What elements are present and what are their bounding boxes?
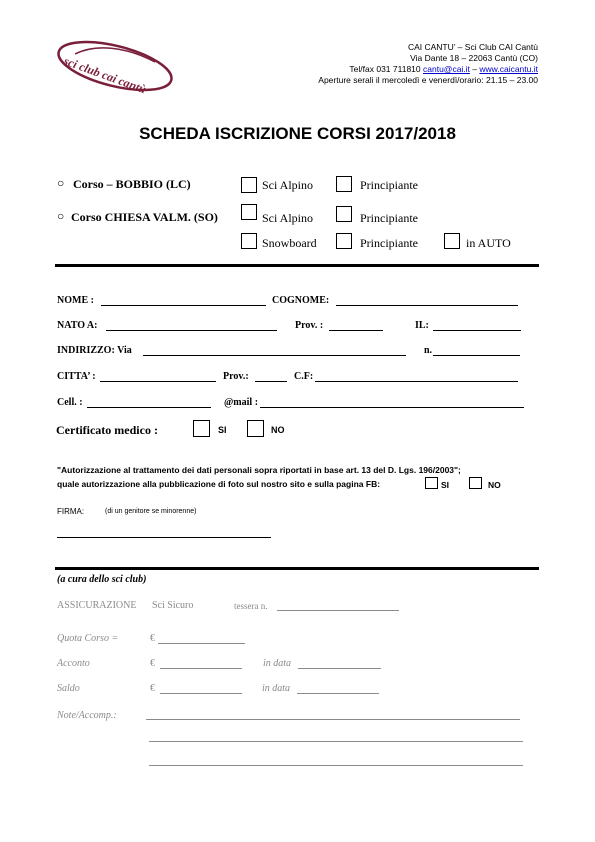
- course2-snowboard-checkbox[interactable]: [241, 233, 257, 249]
- prov2-label: Prov.:: [223, 371, 249, 382]
- club-contacts: [318, 64, 538, 75]
- acconto-field[interactable]: [160, 668, 242, 669]
- course2-principiante2-label: Principiante: [360, 236, 418, 250]
- acconto-data-field[interactable]: [298, 668, 381, 669]
- cell-label: Cell. :: [57, 397, 83, 408]
- course1-sci-alpino-checkbox[interactable]: [241, 177, 257, 193]
- certificato-no-checkbox[interactable]: [247, 420, 264, 437]
- club-name: CAI CANTU’ – Sci Club CAI Cantù: [407, 42, 538, 52]
- saldo-data-field[interactable]: [297, 693, 379, 694]
- citta-field[interactable]: [100, 381, 216, 382]
- course2-label: Corso CHIESA VALM. (SO): [71, 210, 218, 224]
- assicurazione-label: ASSICURAZIONE: [57, 600, 137, 611]
- quota-label: Quota Corso =: [57, 633, 119, 644]
- certificato-si-label: SI: [218, 425, 227, 435]
- tessera-field[interactable]: [277, 610, 399, 611]
- club-divider: [55, 567, 539, 570]
- nato-label: NATO A:: [57, 320, 98, 331]
- club-logo: [55, 36, 180, 98]
- course2-bullet: ○: [57, 209, 65, 223]
- quota-euro: €: [150, 633, 155, 644]
- course1-label: Corso – BOBBIO (LC): [73, 177, 191, 191]
- note-label: Note/Accomp.:: [57, 710, 117, 721]
- saldo-euro: €: [150, 683, 155, 694]
- privacy-no-checkbox[interactable]: [469, 477, 482, 489]
- nome-label: NOME :: [57, 295, 94, 306]
- privacy-no-label: NO: [488, 480, 501, 490]
- acconto-data-label: in data: [263, 658, 292, 669]
- note-field-line2[interactable]: [149, 741, 523, 742]
- civico-label: n.: [424, 345, 433, 356]
- acconto-label: Acconto: [57, 658, 90, 669]
- club-address: Via Dante 18 – 22063 Cantù (CO): [410, 53, 538, 63]
- quota-field[interactable]: [158, 643, 245, 644]
- tessera-label: tessera n.: [234, 601, 268, 611]
- privacy-line2: quale autorizzazione alla pubblicazione di foto sul nostro sito e sulla pagina FB:: [57, 479, 381, 489]
- note-field-line3[interactable]: [149, 765, 523, 766]
- sci-sicuro-label: Sci Sicuro: [152, 600, 194, 611]
- prov-label: Prov. :: [295, 320, 324, 331]
- contact-separator: –: [472, 64, 478, 74]
- course2-principiante-label: Principiante: [360, 211, 418, 225]
- prov2-field[interactable]: [255, 381, 287, 382]
- firma-field[interactable]: [57, 537, 271, 538]
- club-website-link[interactable]: www.caicantu.it: [479, 64, 538, 74]
- club-email-link[interactable]: cantu@cai.it: [423, 64, 470, 74]
- firma-note: (di un genitore se minorenne): [105, 508, 197, 515]
- saldo-data-label: in data: [262, 683, 291, 694]
- club-section-heading: (a cura dello sci club): [57, 574, 147, 585]
- citta-label: CITTA’ :: [57, 371, 96, 382]
- mail-label: @mail :: [224, 397, 259, 408]
- course2-in-auto-label: in AUTO: [466, 236, 511, 250]
- course2-principiante-checkbox[interactable]: [336, 206, 352, 222]
- cognome-field[interactable]: [336, 305, 518, 306]
- course1-principiante-checkbox[interactable]: [336, 176, 352, 192]
- club-address-block: [318, 42, 538, 86]
- certificato-si-checkbox[interactable]: [193, 420, 210, 437]
- club-hours: Aperture serali il mercoledì e venerdì/orario: 21.15 – 23.00: [318, 75, 538, 85]
- course1-sci-alpino-label: Sci Alpino: [262, 178, 314, 192]
- cf-label: C.F:: [294, 371, 314, 382]
- saldo-field[interactable]: [160, 693, 242, 694]
- mail-field[interactable]: [260, 407, 524, 408]
- saldo-label: Saldo: [57, 683, 80, 694]
- indirizzo-field[interactable]: [143, 355, 406, 356]
- section-divider: [55, 264, 539, 267]
- privacy-line1: "Autorizzazione al trattamento dei dati personali sopra riportati in base art. 13 del D. Lgs. 196/2003";: [57, 465, 461, 475]
- certificato-no-label: NO: [271, 425, 285, 435]
- note-field-line1[interactable]: [146, 719, 520, 720]
- club-phone: Tel/fax 031 711810: [349, 64, 421, 74]
- il-label: IL:: [415, 320, 429, 331]
- nome-field[interactable]: [101, 305, 266, 306]
- logo-text: sci club cai cantù: [61, 53, 148, 97]
- course2-sci-alpino-checkbox[interactable]: [241, 204, 257, 220]
- il-field[interactable]: [433, 330, 521, 331]
- indirizzo-label: INDIRIZZO: Via: [57, 345, 132, 356]
- firma-label: FIRMA:: [57, 507, 85, 516]
- cf-field[interactable]: [315, 381, 518, 382]
- course2-principiante2-checkbox[interactable]: [336, 233, 352, 249]
- acconto-euro: €: [150, 658, 155, 669]
- prov-field[interactable]: [329, 330, 383, 331]
- course1-bullet: ○: [57, 176, 65, 190]
- cognome-label: COGNOME:: [272, 295, 330, 306]
- course2-snowboard-label: Snowboard: [262, 236, 317, 250]
- privacy-si-label: SI: [441, 480, 450, 490]
- civico-field[interactable]: [433, 355, 520, 356]
- cell-field[interactable]: [87, 407, 211, 408]
- certificato-label: Certificato medico :: [56, 423, 158, 437]
- course2-sci-alpino-label: Sci Alpino: [262, 211, 314, 225]
- course1-principiante-label: Principiante: [360, 178, 418, 192]
- privacy-si-checkbox[interactable]: [425, 477, 438, 489]
- course2-in-auto-checkbox[interactable]: [444, 233, 460, 249]
- page-title: SCHEDA ISCRIZIONE CORSI 2017/2018: [139, 124, 456, 143]
- nato-field[interactable]: [106, 330, 277, 331]
